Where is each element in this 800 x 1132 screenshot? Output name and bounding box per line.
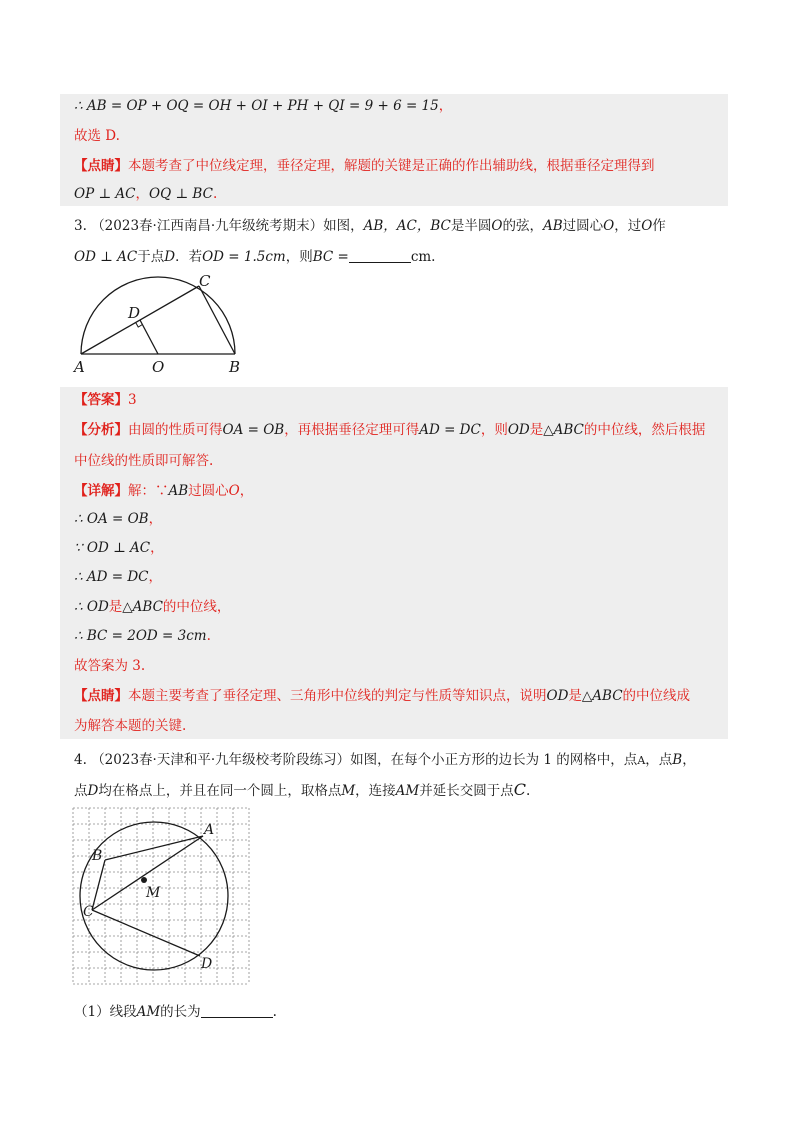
segment-ab	[105, 836, 203, 860]
text: ，连接	[355, 783, 396, 799]
math: O	[641, 218, 653, 234]
math: △ABC	[543, 422, 584, 438]
point-a: A	[637, 754, 646, 767]
text: ，	[239, 483, 254, 499]
dianjing-text: 本题考查了中位线定理，垂径定理，解题的关键是正确的作出辅助线，根据垂径定理得到	[128, 158, 655, 174]
q3-answer	[74, 390, 137, 410]
end: .	[212, 186, 218, 202]
detail-label: 【详解】	[74, 483, 128, 499]
analysis-label: 【分析】	[74, 422, 128, 438]
q4-grid-circle-figure	[70, 800, 260, 994]
sep: ，	[135, 186, 150, 202]
math: AB	[542, 218, 563, 234]
q3-stem-line-2	[74, 247, 435, 267]
q3-dianjing-2: 为解答本题的关键.	[74, 718, 187, 734]
text: ，点	[645, 752, 673, 768]
text: 的长为	[160, 1004, 201, 1020]
math: BC =	[312, 249, 349, 265]
dianjing-label: 【点睛】	[74, 688, 128, 704]
point-m-dot	[141, 877, 147, 883]
label-c: C	[199, 272, 211, 290]
text: 过圆心	[562, 218, 604, 234]
q4-stem-line-2	[74, 780, 530, 801]
dashed-grid	[73, 808, 249, 984]
text: 作	[652, 218, 666, 234]
text: .	[525, 783, 531, 799]
text: ．若	[175, 249, 203, 265]
semicircle-arc	[81, 277, 235, 354]
math: AB，AC，BC	[363, 218, 451, 234]
label-d: D	[128, 304, 141, 322]
label-c: C	[83, 904, 94, 920]
q3-detail	[74, 481, 253, 501]
text: 均在格点上，并且在同一个圆上，取格点	[98, 783, 342, 799]
answer-blank	[201, 1003, 273, 1018]
label-d: D	[201, 956, 213, 972]
text: 是	[108, 599, 123, 615]
text: 是	[529, 422, 544, 438]
math: ∴ OA = OB	[74, 511, 149, 527]
answer-blank	[349, 248, 411, 263]
text: 由圆的性质可得	[128, 422, 223, 438]
q3-step-2	[74, 538, 164, 558]
prev-dianjing-2	[74, 184, 217, 204]
label-m: M	[146, 885, 161, 901]
segment-od	[140, 320, 158, 354]
math: OD	[507, 422, 530, 438]
q3-step-4	[74, 597, 230, 617]
math: AD = DC	[419, 422, 481, 438]
math: O	[491, 218, 503, 234]
text: .	[272, 1004, 277, 1020]
question-source: （2023春·江西南昌·九年级统考期末）如图，	[91, 218, 364, 234]
q3-step-1	[74, 509, 162, 529]
math: C	[513, 780, 526, 799]
question-number: 3.	[74, 218, 87, 234]
math: O	[228, 483, 240, 499]
text: 的弦，	[502, 218, 543, 234]
math: ∵ OD ⊥ AC	[74, 540, 151, 556]
text: ，则	[285, 249, 313, 265]
chord-bc	[199, 286, 235, 354]
answer-label: 【答案】	[74, 392, 128, 408]
math: ∴ AB = OP + OQ = OH + OI + PH + QI = 9 + 6 = 15	[74, 98, 439, 114]
label-a: A	[74, 358, 85, 376]
math: AM	[136, 1004, 161, 1020]
math: ∴ AD = DC	[74, 569, 149, 585]
math: AB	[168, 483, 189, 499]
punct: ，	[148, 511, 163, 527]
math: OP ⊥ AC	[74, 186, 136, 202]
punct: ，	[148, 569, 163, 585]
point-b: B	[672, 752, 683, 768]
text: ，再根据垂径定理可得	[284, 422, 420, 438]
math: OD = 1.5cm	[202, 249, 286, 265]
text: ，则	[480, 422, 508, 438]
text: 点	[74, 783, 88, 799]
math: ∴ OD	[74, 599, 109, 615]
q3-stem-line-1	[74, 216, 666, 236]
math: OD ⊥ AC	[74, 249, 138, 265]
label-o: O	[152, 358, 165, 376]
punct: ，	[150, 540, 164, 556]
math: D	[87, 783, 99, 799]
text: 本题主要考查了垂径定理、三角形中位线的判定与性质等知识点，说明	[128, 688, 547, 704]
unit: cm.	[410, 249, 436, 265]
text: 并延长交圆于点	[419, 783, 514, 799]
punct: .	[206, 628, 211, 644]
text: 过圆心	[188, 483, 229, 499]
label-b: B	[92, 848, 103, 864]
q3-step-5	[74, 626, 211, 646]
math: AM	[395, 783, 420, 799]
answer-value: 3	[128, 392, 137, 408]
text: （1）线段	[74, 1004, 137, 1020]
text: 的中位线，然后根据	[583, 422, 706, 438]
math: M	[341, 783, 356, 799]
q4-stem-line-1	[74, 750, 696, 771]
label-b: B	[229, 358, 241, 376]
math: O	[603, 218, 615, 234]
q4-sub-1	[74, 1002, 277, 1022]
math: OA = OB	[222, 422, 285, 438]
question-number: 4.	[74, 752, 87, 768]
text: 于点	[137, 249, 165, 265]
q3-dianjing	[74, 686, 690, 706]
text: 的中位线成	[622, 688, 691, 704]
math: △ABC	[122, 599, 163, 615]
q3-analysis	[74, 420, 705, 440]
math: OQ ⊥ BC	[149, 186, 213, 202]
q3-step-3	[74, 567, 162, 587]
prev-line-2: 故选 D.	[74, 128, 120, 144]
dianjing-label: 【点睛】	[74, 158, 128, 174]
text: 的中位线，	[162, 599, 231, 615]
prev-dianjing	[74, 156, 655, 176]
q3-final: 故答案为 3.	[74, 658, 146, 674]
math: OD	[546, 688, 569, 704]
question-source: （2023春·天津和平·九年级校考阶段练习）如图，在每个小正方形的边长为 1 的网格中，点	[91, 752, 638, 768]
math: ∴ BC = 2OD = 3cm	[74, 628, 207, 644]
punct: ，	[438, 98, 453, 114]
text: 是半圆	[450, 218, 492, 234]
q3-semicircle-figure	[72, 272, 252, 378]
label-a: A	[204, 822, 215, 838]
text: ，	[682, 752, 696, 768]
segment-cd	[92, 910, 200, 956]
math: △ABC	[581, 688, 623, 704]
q3-analysis-2: 中位线的性质即可解答.	[74, 453, 214, 469]
text: ，过	[614, 218, 642, 234]
text: 解：∵	[128, 483, 169, 499]
math: D	[164, 249, 176, 265]
text: 是	[568, 688, 582, 704]
prev-line-1	[74, 96, 452, 116]
